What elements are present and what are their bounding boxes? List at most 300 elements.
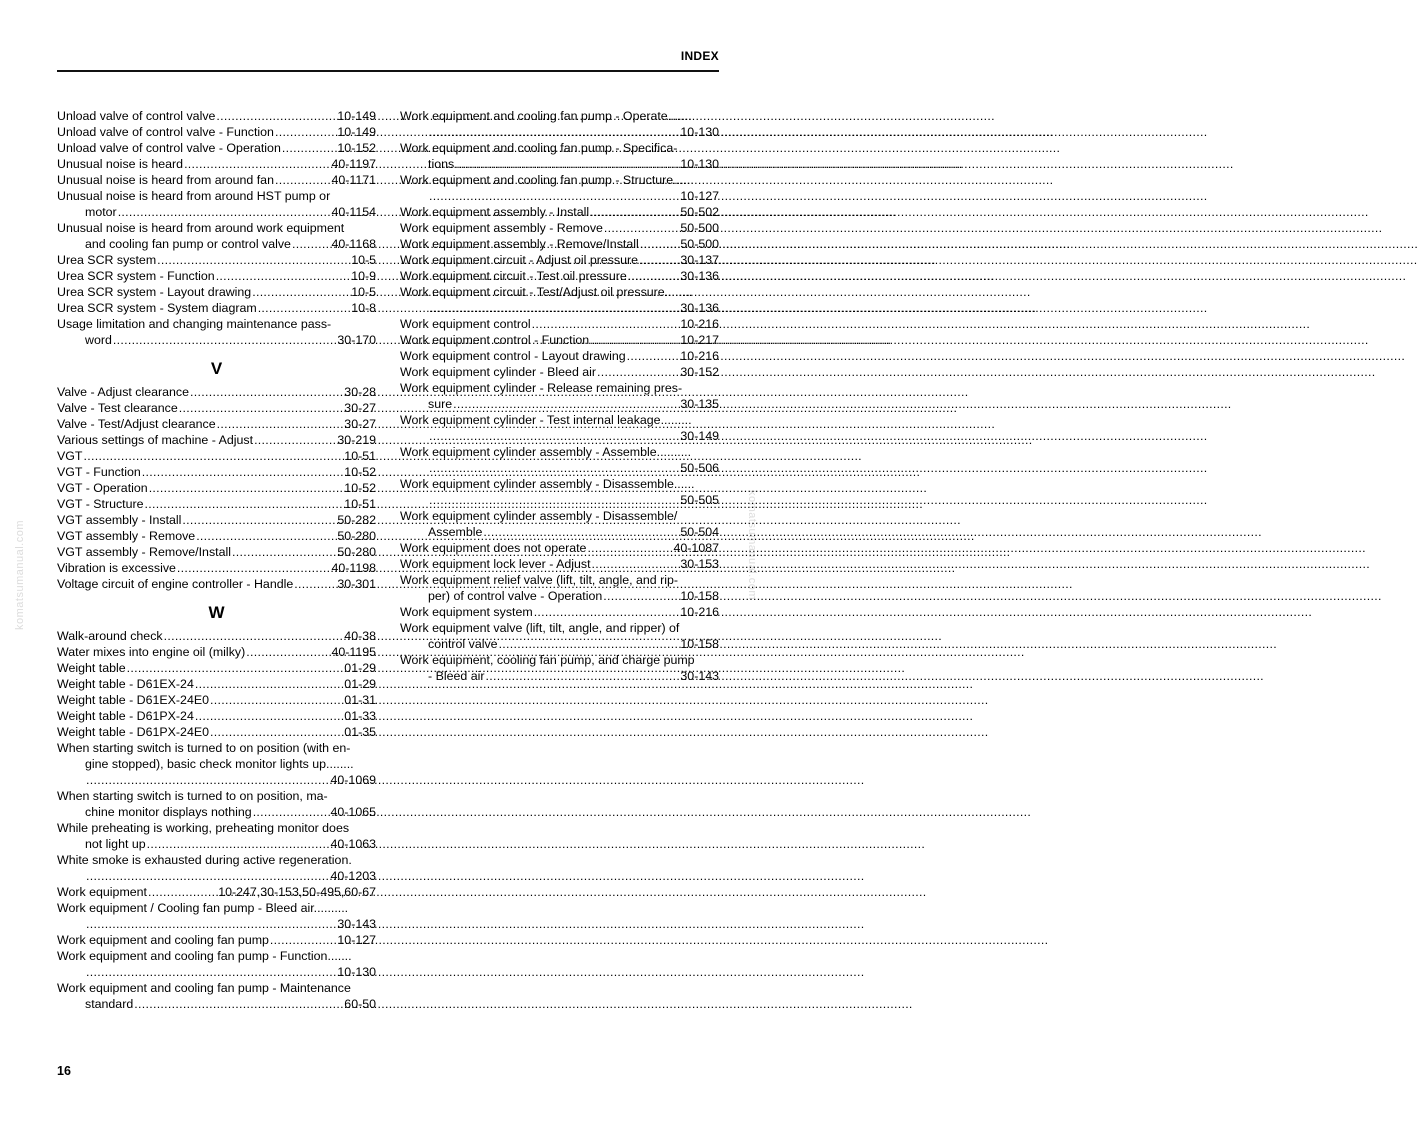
page-ref[interactable]: 30-136 xyxy=(680,301,719,315)
entry-text: VGT xyxy=(57,449,83,463)
page-ref[interactable]: 40-1168 xyxy=(331,237,376,251)
entry-text: per) of control valve - Operation xyxy=(428,589,603,603)
index-entry[interactable] xyxy=(57,384,376,400)
index-entry[interactable] xyxy=(57,528,376,544)
index-entry-line xyxy=(57,628,376,644)
dot-leader xyxy=(217,416,344,432)
dot-leader xyxy=(86,772,330,788)
entry-text: Work equipment control xyxy=(400,317,531,331)
page-ref[interactable]: 01-33 xyxy=(344,709,376,723)
index-entry-line xyxy=(57,156,376,172)
index-entry-line: Unusual noise is heard from around HST pump or xyxy=(57,189,331,203)
page-ref[interactable]: 40-1069 xyxy=(330,773,376,787)
dot-leader xyxy=(534,604,680,620)
index-entry[interactable] xyxy=(57,820,376,852)
index-entry[interactable] xyxy=(57,740,376,788)
dot-leader xyxy=(86,916,336,932)
dot-leader xyxy=(210,724,343,740)
index-entry-line xyxy=(400,492,719,508)
page-ref[interactable]: 10-52 xyxy=(344,481,376,495)
index-entry[interactable] xyxy=(57,852,376,884)
page-ref[interactable]: 30-152 xyxy=(680,365,719,379)
dot-leader xyxy=(499,636,680,652)
entry-text: word xyxy=(85,333,112,347)
entry-text: VGT assembly - Install xyxy=(57,513,182,527)
index-entry-line xyxy=(57,660,376,676)
page-ref[interactable]: 10-149 xyxy=(337,125,376,139)
page-ref[interactable]: 10-216 xyxy=(680,349,719,363)
index-entry-line xyxy=(400,268,719,284)
page-ref[interactable]: 30-143 xyxy=(680,669,719,683)
index-entry-line: Work equipment cylinder - Test internal leakage......... xyxy=(400,413,692,427)
index-entry[interactable] xyxy=(57,932,376,948)
index-entry-line: White smoke is exhausted during active regeneration. xyxy=(57,853,352,867)
index-entry-line xyxy=(57,204,376,220)
index-entry-line xyxy=(57,932,376,948)
index-entry[interactable] xyxy=(57,884,376,900)
index-entry-line xyxy=(57,916,376,932)
page-ref[interactable]: 10-130 xyxy=(680,125,719,139)
entry-text: VGT assembly - Remove xyxy=(57,529,196,543)
dot-leader xyxy=(190,384,343,400)
index-entry[interactable] xyxy=(57,464,376,480)
index-entry-line: Work equipment cylinder assembly - Assemble.......... xyxy=(400,445,692,459)
index-entry[interactable] xyxy=(57,644,376,660)
index-entry-line xyxy=(57,448,376,464)
entry-text: Valve - Adjust clearance xyxy=(57,385,190,399)
index-entry[interactable] xyxy=(400,268,719,284)
dot-leader xyxy=(246,644,330,660)
index-entry-line xyxy=(57,868,376,884)
index-entry-line xyxy=(57,140,376,156)
index-entry[interactable] xyxy=(400,252,719,268)
index-entry[interactable] xyxy=(57,124,376,140)
index-entry[interactable] xyxy=(400,572,719,604)
dot-leader xyxy=(216,268,351,284)
dot-leader xyxy=(483,524,679,540)
index-entry[interactable] xyxy=(400,620,719,652)
entry-text: Unusual noise is heard xyxy=(57,157,184,171)
page-ref[interactable]: 30-219 xyxy=(337,433,376,447)
page-ref[interactable]: 01-35 xyxy=(344,725,376,739)
index-entry[interactable] xyxy=(57,316,376,348)
page-ref[interactable]: 10-216 xyxy=(680,605,719,619)
entry-text: chine monitor displays nothing xyxy=(85,805,252,819)
index-entry-line xyxy=(400,396,719,412)
page-ref[interactable]: 10-216 xyxy=(680,317,719,331)
entry-text: Weight table xyxy=(57,661,126,675)
index-entry-line: Work equipment cylinder - Release remaining pres- xyxy=(400,381,683,395)
index-entry[interactable] xyxy=(400,204,719,220)
page-ref[interactable]: 10-5 xyxy=(351,253,376,267)
index-entry[interactable] xyxy=(57,188,376,220)
index-column-right xyxy=(400,108,719,684)
entry-text: Weight table - D61PX-24E0 xyxy=(57,725,209,739)
index-entry-line xyxy=(400,524,719,540)
index-entry[interactable] xyxy=(57,432,376,448)
index-entry-line xyxy=(400,556,719,572)
index-entry[interactable] xyxy=(400,140,719,172)
dot-leader xyxy=(627,348,680,364)
index-entry[interactable] xyxy=(400,412,719,444)
dot-leader xyxy=(453,396,679,412)
page-ref[interactable]: 30-27 xyxy=(344,417,376,431)
page-ref[interactable]: 50-280 xyxy=(337,545,376,559)
index-entry-line: Usage limitation and changing maintenance pass- xyxy=(57,317,332,331)
index-entry[interactable] xyxy=(57,708,376,724)
index-entry[interactable] xyxy=(57,448,376,464)
dot-leader xyxy=(253,804,330,820)
index-entry-line xyxy=(57,332,376,348)
dot-leader xyxy=(592,556,680,572)
index-entry[interactable] xyxy=(400,236,719,252)
index-entry[interactable] xyxy=(57,692,376,708)
dot-leader xyxy=(590,332,679,348)
entry-text: and cooling fan pump or control valve xyxy=(85,237,291,251)
index-entry[interactable] xyxy=(400,508,719,540)
index-entry[interactable] xyxy=(57,788,376,820)
index-entry[interactable] xyxy=(400,220,719,236)
page-ref[interactable]: 30-153 xyxy=(680,557,719,571)
page-ref[interactable]: 40-1197 xyxy=(331,157,376,171)
index-entry[interactable] xyxy=(57,576,376,592)
index-entry[interactable] xyxy=(57,300,376,316)
dot-leader xyxy=(429,460,679,476)
dot-leader xyxy=(164,628,344,644)
page-ref[interactable]: 40-38 xyxy=(344,629,376,643)
entry-text: Valve - Test/Adjust clearance xyxy=(57,417,216,431)
index-entry[interactable] xyxy=(57,416,376,432)
page-ref[interactable]: 50-280 xyxy=(337,529,376,543)
entry-text: Voltage circuit of engine controller - Handle xyxy=(57,577,294,591)
index-entry[interactable] xyxy=(57,560,376,576)
entry-text: Urea SCR system xyxy=(57,253,157,267)
entry-text: VGT - Structure xyxy=(57,497,144,511)
page-ref[interactable]: 40-1154 xyxy=(331,205,376,219)
dot-leader xyxy=(532,316,680,332)
page-ref[interactable]: 10-8 xyxy=(351,301,376,315)
entry-text: Walk-around check xyxy=(57,629,163,643)
entry-text: Vibration is excessive xyxy=(57,561,176,575)
page-ref[interactable]: 10-152 xyxy=(337,141,376,155)
index-entry[interactable] xyxy=(400,604,719,620)
index-entry[interactable] xyxy=(57,400,376,416)
page-ref[interactable]: 40-1087 xyxy=(673,541,719,555)
index-entry-line xyxy=(400,460,719,476)
index-entry-line xyxy=(400,316,719,332)
index-entry-line xyxy=(57,384,376,400)
index-entry-line xyxy=(57,804,376,820)
index-column-left xyxy=(57,108,376,1012)
index-entry-line xyxy=(57,676,376,692)
entry-text: Work equipment assembly - Remove/Install xyxy=(400,237,639,251)
dot-leader xyxy=(148,884,217,900)
index-entry[interactable] xyxy=(57,156,376,172)
page-ref[interactable]: 40-1063 xyxy=(330,837,376,851)
dot-leader xyxy=(179,400,344,416)
page-ref[interactable]: 40-1171 xyxy=(331,173,376,187)
page-ref[interactable]: 30-143 xyxy=(337,917,376,931)
page-ref[interactable]: 10-130 xyxy=(680,157,719,171)
index-entry-line xyxy=(400,204,719,220)
index-entry-line xyxy=(400,220,719,236)
page-ref[interactable]: 30-149 xyxy=(680,429,719,443)
page-ref[interactable]: 01-29 xyxy=(344,677,376,691)
index-entry-line xyxy=(400,124,719,140)
dot-leader xyxy=(147,836,330,852)
index-entry-line: Work equipment and cooling fan pump - Structure...... xyxy=(400,173,694,187)
index-entry-line xyxy=(400,540,719,556)
index-entry[interactable] xyxy=(57,628,376,644)
page-ref[interactable]: 40-1198 xyxy=(331,561,376,575)
index-entry-line xyxy=(400,636,719,652)
entry-text: Unload valve of control valve xyxy=(57,109,216,123)
index-entry[interactable] xyxy=(400,364,719,380)
index-entry-line xyxy=(400,332,719,348)
page-ref[interactable]: 10-9 xyxy=(351,269,376,283)
page-ref[interactable]: 01-29 xyxy=(344,661,376,675)
dot-leader xyxy=(275,124,336,140)
index-entry[interactable] xyxy=(57,172,376,188)
index-entry-line xyxy=(57,172,376,188)
page-ref[interactable]: 30-28 xyxy=(344,385,376,399)
dot-leader xyxy=(628,268,680,284)
page-ref[interactable]: 10-158 xyxy=(680,637,719,651)
dot-leader xyxy=(294,576,336,592)
entry-text: Unusual noise is heard from around fan xyxy=(57,173,274,187)
index-entry-line xyxy=(400,604,719,620)
index-entry-line xyxy=(57,708,376,724)
page-ref[interactable]: 01-31 xyxy=(344,693,376,707)
page-ref[interactable]: 10-5 xyxy=(351,285,376,299)
dot-leader xyxy=(429,188,679,204)
page-ref[interactable]: 30-301 xyxy=(337,577,376,591)
entry-text: Valve - Test clearance xyxy=(57,401,178,415)
index-entry[interactable] xyxy=(57,108,376,124)
index-entry-line xyxy=(400,300,719,316)
index-entry-line xyxy=(57,996,376,1012)
index-entry-line xyxy=(400,364,719,380)
entry-text: Work equipment circuit - Adjust oil pressure xyxy=(400,253,639,267)
entry-text: VGT - Function xyxy=(57,465,141,479)
index-entry-line: Work equipment, cooling fan pump, and charge pump xyxy=(400,653,695,667)
page-ref[interactable]: 30-137 xyxy=(680,253,719,267)
page-ref[interactable]: 10-51 xyxy=(344,497,376,511)
index-entry-line: Work equipment circuit - Test/Adjust oil pressure........ xyxy=(400,285,693,299)
dot-leader xyxy=(142,464,344,480)
dot-leader xyxy=(195,708,343,724)
index-entry-line: When starting switch is turned to on position, ma- xyxy=(57,789,328,803)
index-entry-line xyxy=(400,236,719,252)
index-entry[interactable] xyxy=(400,348,719,364)
index-entry[interactable] xyxy=(57,480,376,496)
index-entry-line xyxy=(57,560,376,576)
dot-leader xyxy=(275,172,330,188)
index-entry-line xyxy=(57,964,376,980)
entry-text: standard xyxy=(85,997,134,1011)
dot-leader xyxy=(603,588,679,604)
entry-text: - Bleed air xyxy=(428,669,485,683)
index-entry-line xyxy=(400,252,719,268)
section-letter-v: V xyxy=(210,359,223,378)
entry-text: Urea SCR system - Function xyxy=(57,269,215,283)
dot-leader xyxy=(270,932,336,948)
index-entry-line xyxy=(57,772,376,788)
entry-text: Unload valve of control valve - Function xyxy=(57,125,274,139)
page-ref[interactable]: 10-51 xyxy=(344,449,376,463)
index-entry-line xyxy=(57,464,376,480)
page-ref[interactable]: 10-149 xyxy=(337,109,376,123)
index-entry[interactable] xyxy=(57,544,376,560)
index-entry-line xyxy=(57,400,376,416)
dot-leader xyxy=(118,204,331,220)
dot-leader xyxy=(429,124,679,140)
index-entry-line: Work equipment cylinder assembly - Disassemble...... xyxy=(400,477,695,491)
entry-text: Unload valve of control valve - Operation xyxy=(57,141,281,155)
index-entry-line xyxy=(57,252,376,268)
entry-text: sure xyxy=(428,397,453,411)
entry-text: Work equipment control - Function xyxy=(400,333,590,347)
index-entry-line xyxy=(57,496,376,512)
index-entry-line: Work equipment and cooling fan pump - Function....... xyxy=(57,949,352,963)
dot-leader xyxy=(157,252,350,268)
dot-leader xyxy=(86,964,336,980)
index-entry-line: When starting switch is turned to on position (with en- xyxy=(57,741,351,755)
index-entry-line xyxy=(400,428,719,444)
entry-text: Work equipment and cooling fan pump xyxy=(57,933,269,947)
entry-text: Work equipment lock lever - Adjust xyxy=(400,557,591,571)
index-entry-line: Work equipment cylinder assembly - Disassemble/ xyxy=(400,509,678,523)
index-entry[interactable] xyxy=(400,380,719,412)
index-entry[interactable] xyxy=(400,332,719,348)
entry-text: Work equipment control - Layout drawing xyxy=(400,349,626,363)
index-entry-line xyxy=(57,512,376,528)
index-entry[interactable] xyxy=(57,140,376,156)
entry-text: Work equipment does not operate xyxy=(400,541,587,555)
entry-text: Weight table - D61PX-24 xyxy=(57,709,194,723)
index-entry[interactable] xyxy=(400,284,719,316)
index-entry[interactable] xyxy=(400,108,719,140)
index-entry-line xyxy=(400,588,719,604)
page-ref[interactable]: 40-1203 xyxy=(330,869,376,883)
page-ref[interactable]: 30-27 xyxy=(344,401,376,415)
index-entry[interactable] xyxy=(400,476,719,508)
page-ref[interactable]: 10-127 xyxy=(680,189,719,203)
index-entry-line xyxy=(57,268,376,284)
index-entry[interactable] xyxy=(57,900,376,932)
index-entry-line xyxy=(57,108,376,124)
index-entry-line xyxy=(400,188,719,204)
index-entry-line: Work equipment and cooling fan pump - Specifica- xyxy=(400,141,678,155)
entry-text: Water mixes into engine oil (milky) xyxy=(57,645,246,659)
index-entry[interactable] xyxy=(57,948,376,980)
dot-leader xyxy=(254,432,336,448)
index-entry[interactable] xyxy=(57,220,376,252)
page-ref[interactable]: 50-500 xyxy=(680,221,719,235)
entry-text: VGT assembly - Remove/Install xyxy=(57,545,231,559)
dot-leader xyxy=(590,204,679,220)
index-entry[interactable] xyxy=(57,724,376,740)
dot-leader xyxy=(232,544,336,560)
index-entry[interactable] xyxy=(57,284,376,300)
index-entry[interactable] xyxy=(57,980,376,1012)
index-entry[interactable] xyxy=(57,660,376,676)
dot-leader xyxy=(429,428,679,444)
index-entry-line xyxy=(57,416,376,432)
entry-text: Work equipment xyxy=(57,885,147,899)
dot-leader xyxy=(177,560,331,576)
entry-text: Various settings of machine - Adjust xyxy=(57,433,254,447)
index-entry-line xyxy=(57,124,376,140)
page-ref[interactable]: 10-158 xyxy=(680,589,719,603)
index-entry-line: gine stopped), basic check monitor lights up........ xyxy=(85,757,354,771)
index-entry[interactable] xyxy=(400,556,719,572)
index-entry-line xyxy=(57,480,376,496)
index-entry[interactable] xyxy=(57,676,376,692)
page-ref[interactable]: 10-52 xyxy=(344,465,376,479)
dot-leader xyxy=(210,692,343,708)
index-entry[interactable] xyxy=(57,512,376,528)
page-ref[interactable]: 40-1195 xyxy=(331,645,376,659)
section-letter-w: W xyxy=(208,603,225,622)
index-entry[interactable] xyxy=(57,268,376,284)
page-ref[interactable]: 50-505 xyxy=(680,493,719,507)
index-entry-line xyxy=(57,236,376,252)
index-entry[interactable] xyxy=(400,444,719,476)
page-ref[interactable]: 50-502 xyxy=(680,205,719,219)
page-ref[interactable]: 50-282 xyxy=(337,513,376,527)
index-entry[interactable] xyxy=(57,496,376,512)
page-ref[interactable]: 10-127 xyxy=(337,933,376,947)
entry-text: tions xyxy=(428,157,455,171)
page-ref[interactable]: 30-170 xyxy=(337,333,376,347)
index-entry[interactable] xyxy=(400,540,719,556)
index-entry-line xyxy=(400,156,719,172)
page-ref[interactable]: 30-135 xyxy=(680,397,719,411)
page-ref[interactable]: 10-247,30-153,50-495,60-67 xyxy=(218,885,376,899)
page-ref[interactable]: 40-1065 xyxy=(330,805,376,819)
entry-text: Weight table - D61EX-24 xyxy=(57,677,194,691)
index-entry-line xyxy=(57,724,376,740)
entry-text: motor xyxy=(85,205,117,219)
dot-leader xyxy=(149,480,344,496)
index-entry[interactable] xyxy=(400,172,719,204)
page-ref[interactable]: 60-50 xyxy=(344,997,376,1011)
page-ref[interactable]: 50-504 xyxy=(680,525,719,539)
index-entry[interactable] xyxy=(400,316,719,332)
page-ref[interactable]: 50-500 xyxy=(680,237,719,251)
page-ref[interactable]: 50-506 xyxy=(680,461,719,475)
page-ref[interactable]: 10-130 xyxy=(337,965,376,979)
dot-leader xyxy=(196,528,336,544)
index-entry-line xyxy=(57,300,376,316)
index-entry-line: While preheating is working, preheating monitor does xyxy=(57,821,350,835)
index-entry-line: Work equipment relief valve (lift, tilt, angle, and rip- xyxy=(400,573,678,587)
index-entry[interactable] xyxy=(400,652,719,684)
page-number: 16 xyxy=(57,1064,71,1078)
dot-leader xyxy=(587,540,672,556)
index-entry-line xyxy=(57,644,376,660)
index-entry[interactable] xyxy=(57,252,376,268)
dot-leader xyxy=(252,284,350,300)
dot-leader xyxy=(485,668,679,684)
dot-leader xyxy=(134,996,343,1012)
entry-text: control valve xyxy=(428,637,498,651)
dot-leader xyxy=(429,300,679,316)
page-ref[interactable]: 10-217 xyxy=(680,333,719,347)
page-ref[interactable]: 30-136 xyxy=(680,269,719,283)
dot-leader xyxy=(127,660,344,676)
